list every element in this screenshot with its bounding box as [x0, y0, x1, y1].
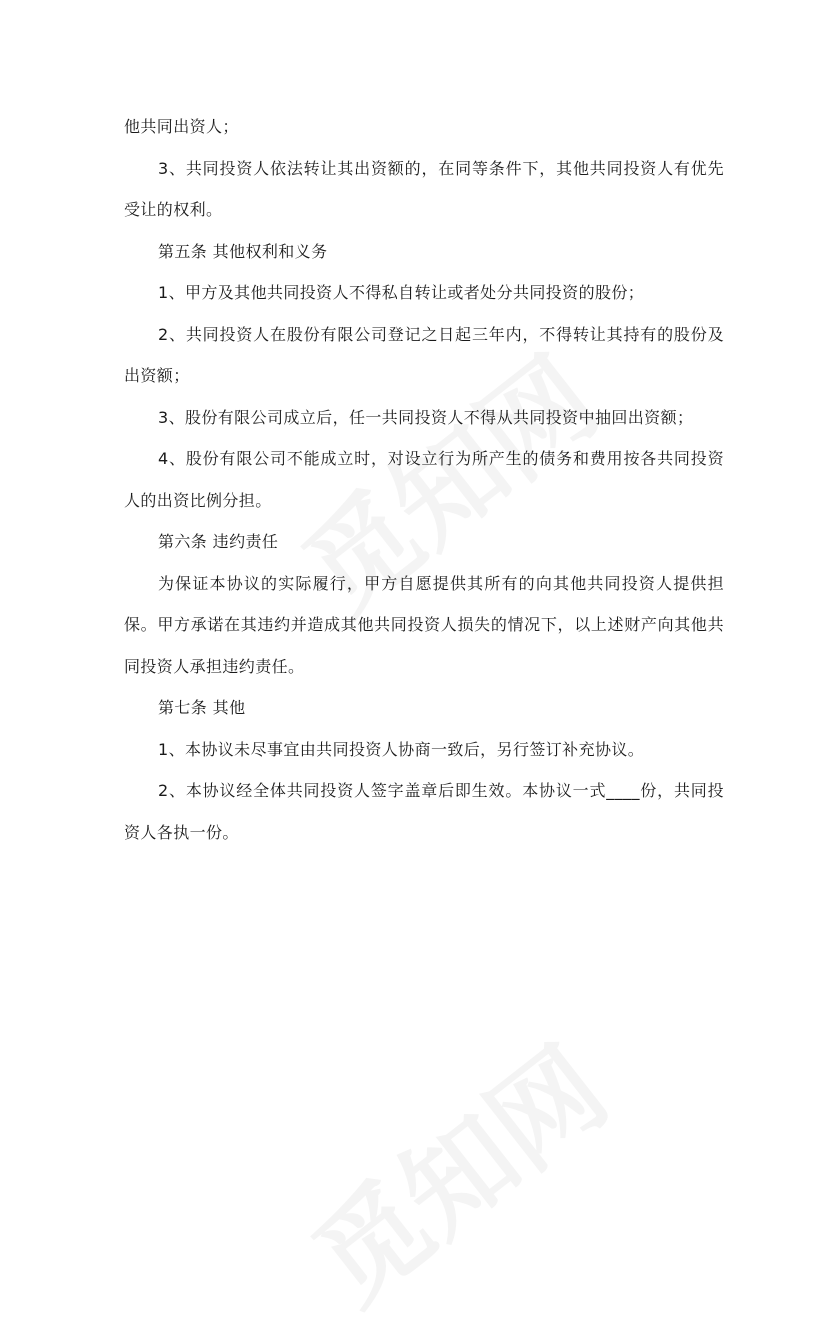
document-body: [124, 106, 724, 853]
paragraph: 3、共同投资人依法转让其出资额的，在同等条件下，其他共同投资人有优先受让的权利。: [124, 158, 724, 219]
paragraph: 他共同出资人；: [124, 117, 239, 136]
paragraph: 1、甲方及其他共同投资人不得私自转让或者处分共同投资的股份；: [158, 283, 645, 302]
watermark: [276, 1005, 633, 1333]
paragraph: 2、共同投资人在股份有限公司登记之日起三年内，不得转让其持有的股份及出资额；: [124, 324, 724, 385]
section-heading: 第七条 其他: [158, 698, 246, 717]
section-heading: 第五条 其他权利和义务: [158, 241, 328, 261]
paragraph: 1、本协议未尽事宜由共同投资人协商一致后，另行签订补充协议。: [158, 739, 645, 759]
paragraph: 4、股份有限公司不能成立时，对设立行为所产生的债务和费用按各共同投资人的出资比例分担。: [124, 449, 724, 510]
paragraph: 2、本协议经全体共同投资人签字盖章后即生效。本协议一式____份，共同投资人各执一份。: [124, 781, 724, 842]
paragraph: 为保证本协议的实际履行，甲方自愿提供其所有的向其他共同投资人提供担保。甲方承诺在其违约并造成其他共同投资人损失的情况下，以上述财产向其他共同投资人承担违约责任。: [124, 573, 724, 676]
section-heading: 第六条 违约责任: [158, 532, 279, 551]
paragraph: 3、股份有限公司成立后，任一共同投资人不得从共同投资中抽回出资额；: [158, 407, 694, 427]
